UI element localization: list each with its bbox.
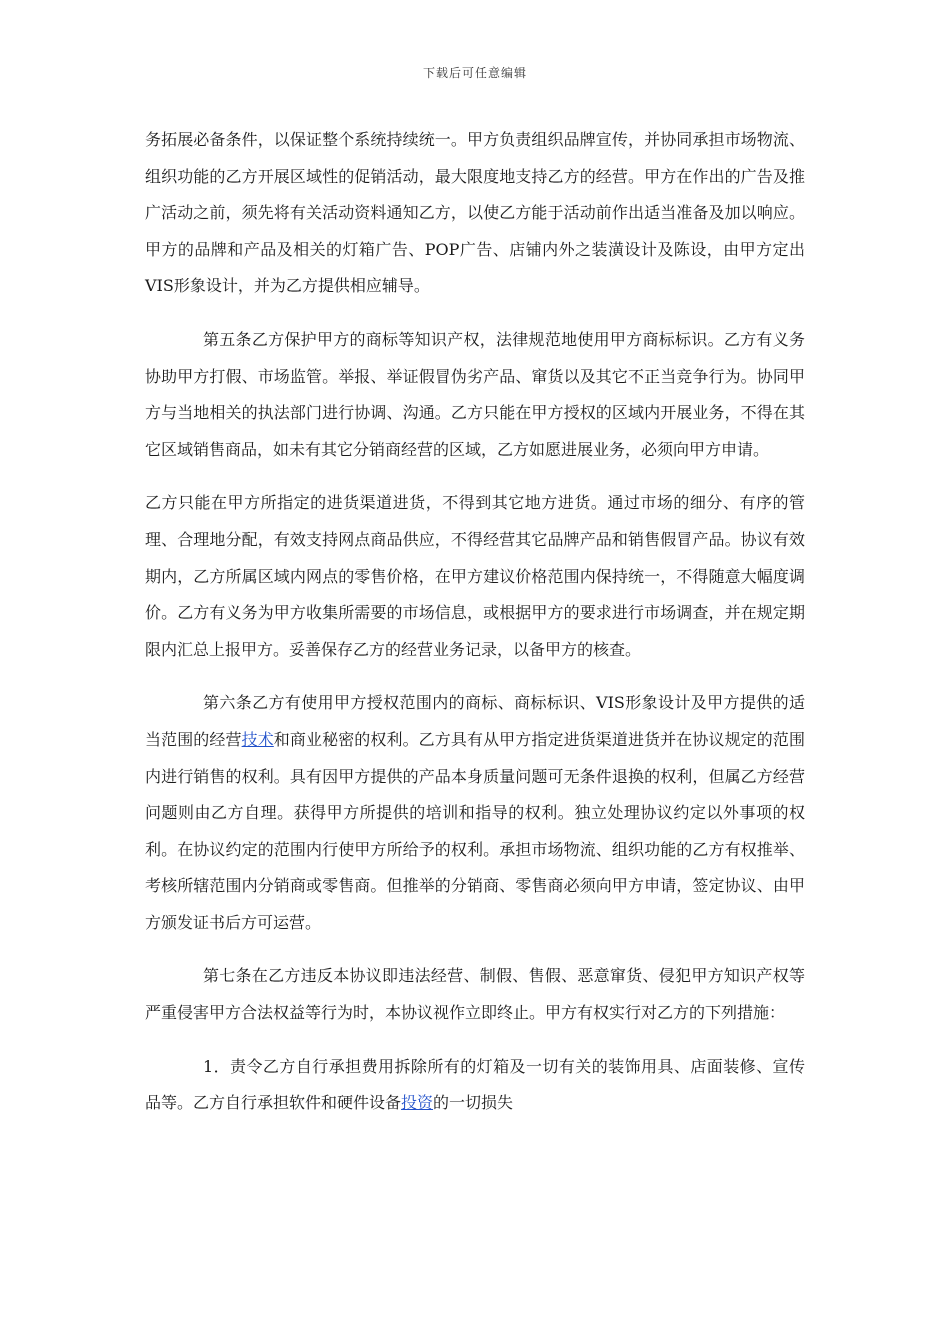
document-body [145, 122, 805, 1122]
article-6-text-before: 第六条乙方有使用甲方授权范围内的商标、商标标识、VIS形象设计及甲方提供的适当范围的经营 [145, 693, 805, 749]
article-6-text-after: 和商业秘密的权利。乙方具有从甲方指定进货渠道进货并在协议规定的范围内进行销售的权利。具有因甲方提供的产品本身质量问题可无条件退换的权利，但属乙方经营问题则由乙方自理。获得甲方所提供的培训和指导的权利。独立处理协议约定以外事项的权利。在协议约定的范围内行使甲方所给予的权利。承担市场物流、组织功能的乙方有权推举、考核所辖范围内分销商或零售商。但推举的分销商、零售商必须向甲方申请，签定协议、由甲方颁发证书后方可运营。 [145, 729, 805, 932]
paragraph-purchasing-channel: 乙方只能在甲方所指定的进货渠道进货，不得到其它地方进货。通过市场的细分、有序的管理、合理地分配，有效支持网点商品供应，不得经营其它品牌产品和销售假冒产品。协议有效期内，乙方所属区域内网点的零售价格，在甲方建议价格范围内保持统一，不得随意大幅度调价。乙方有义务为甲方收集所需要的市场信息，或根据甲方的要求进行市场调查，并在规定期限内汇总上报甲方。妥善保存乙方的经营业务记录，以备甲方的核查。 [145, 493, 805, 659]
technology-link[interactable]: 技术 [241, 729, 274, 749]
measure-1-text-before: 1．责令乙方自行承担费用拆除所有的灯箱及一切有关的装饰用具、店面装修、宣传品等。乙方自行承担软件和硬件设备 [145, 1056, 805, 1113]
paragraph-continuation: 务拓展必备条件，以保证整个系统持续统一。甲方负责组织品牌宣传，并协同承担市场物流、组织功能的乙方开展区域性的促销活动，最大限度地支持乙方的经营。甲方在作出的广告及推广活动之前，须先将有关活动资料通知乙方，以使乙方能于活动前作出适当准备及加以响应。甲方的品牌和产品及相关的灯箱广告、POP广告、店铺内外之装潢设计及陈设，由甲方定出VIS形象设计，并为乙方提供相应辅导。 [145, 130, 805, 296]
investment-link[interactable]: 投资 [401, 1093, 434, 1113]
paragraph-article-5: 第五条乙方保护甲方的商标等知识产权，法律规范地使用甲方商标标识。乙方有义务协助甲方打假、市场监管。举报、举证假冒伪劣产品、窜货以及其它不正当竞争行为。协同甲方与当地相关的执法部门进行协调、沟通。乙方只能在甲方授权的区域内开展业务，不得在其它区域销售商品，如未有其它分销商经营的区域，乙方如愿进展业务，必须向甲方申请。 [145, 329, 805, 459]
page-header: 下载后可任意编辑 [422, 66, 527, 80]
paragraph-measure-1 [145, 1049, 805, 1122]
paragraph-article-7: 第七条在乙方违反本协议即违法经营、制假、售假、恶意窜货、侵犯甲方知识产权等严重侵害甲方合法权益等行为时，本协议视作立即终止。甲方有权实行对乙方的下列措施： [145, 966, 805, 1023]
measure-1-text-after: 的一切损失 [433, 1093, 514, 1113]
paragraph-article-6 [145, 685, 805, 941]
